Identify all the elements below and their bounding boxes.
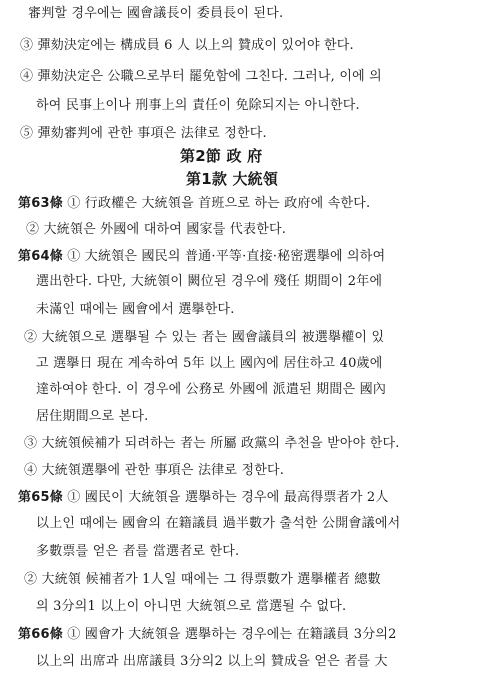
article-number: 第65條: [18, 490, 63, 505]
article-text: ① 國會가 大統領을 選擧하는 경우에는 在籍議員 3分의2: [67, 627, 397, 642]
article-number: 第64條: [18, 249, 63, 264]
article-line: [18, 490, 389, 506]
article-line: [18, 196, 370, 212]
text-line: ④ 彈劾決定은 公職으로부터 罷免함에 그친다. 그러나, 이에 의: [20, 69, 382, 84]
text-line: 審判할 경우에는 國會議長이 委員長이 된다.: [28, 6, 284, 21]
article-text: ① 行政權은 大統領을 首班으로 하는 政府에 속한다.: [67, 196, 371, 211]
text-line: 하여 民事上이나 刑事上의 責任이 免除되지는 아니한다.: [36, 98, 360, 113]
text-line: 未滿인 때에는 國會에서 選擧한다.: [36, 302, 235, 317]
text-line: ② 大統領은 外國에 대하여 國家를 代表한다.: [26, 222, 287, 237]
article-text: ① 大統領은 國民의 普通·平等·直接·秘密選擧에 의하여: [67, 249, 386, 264]
text-line: ③ 彈劾決定에는 構成員 6 人 以上의 贊成이 있어야 한다.: [20, 38, 354, 53]
text-line: 多數票를 얻은 者를 當選者로 한다.: [36, 544, 240, 559]
text-line: 以上의 出席과 出席議員 3分의2 以上의 贊成을 얻은 者를 大: [36, 654, 388, 669]
subsection-heading: 第1款 大統領: [186, 170, 279, 188]
section-heading: 第2節 政 府: [180, 147, 263, 165]
article-text: ① 國民이 大統領을 選擧하는 경우에 最高得票者가 2人: [67, 490, 389, 505]
text-line: ② 大統領으로 選擧될 수 있는 者는 國會議員의 被選擧權이 있: [24, 330, 385, 345]
text-line: ④ 大統領選擧에 관한 事項은 法律로 정한다.: [24, 463, 285, 478]
text-line: ② 大統領 候補者가 1人일 때에는 그 得票數가 選擧權者 總數: [24, 572, 381, 587]
article-number: 第63條: [18, 196, 63, 211]
article-number: 第66條: [18, 627, 63, 642]
text-line: 고 選擧日 現在 계속하여 5年 以上 國內에 居住하고 40歲에: [36, 356, 383, 371]
text-line: ⑤ 彈劾審判에 관한 事項은 法律로 정한다.: [20, 126, 267, 141]
article-line: [18, 249, 385, 265]
text-line: 達하여야 한다. 이 경우에 公務로 外國에 派遣된 期間은 國內: [36, 382, 387, 397]
article-line: [18, 627, 397, 643]
text-line: 選出한다. 다만, 大統領이 闕位된 경우에 殘任 期間이 2年에: [36, 274, 383, 289]
text-line: ③ 大統領候補가 되려하는 者는 所屬 政黨의 추천을 받아야 한다.: [24, 436, 400, 451]
text-line: 居住期間으로 본다.: [36, 409, 149, 424]
text-line: 以上인 때에는 國會의 在籍議員 過半數가 출석한 公開會議에서: [36, 516, 401, 531]
text-line: 의 3分의1 以上이 아니면 大統領으로 當選될 수 없다.: [36, 599, 347, 614]
